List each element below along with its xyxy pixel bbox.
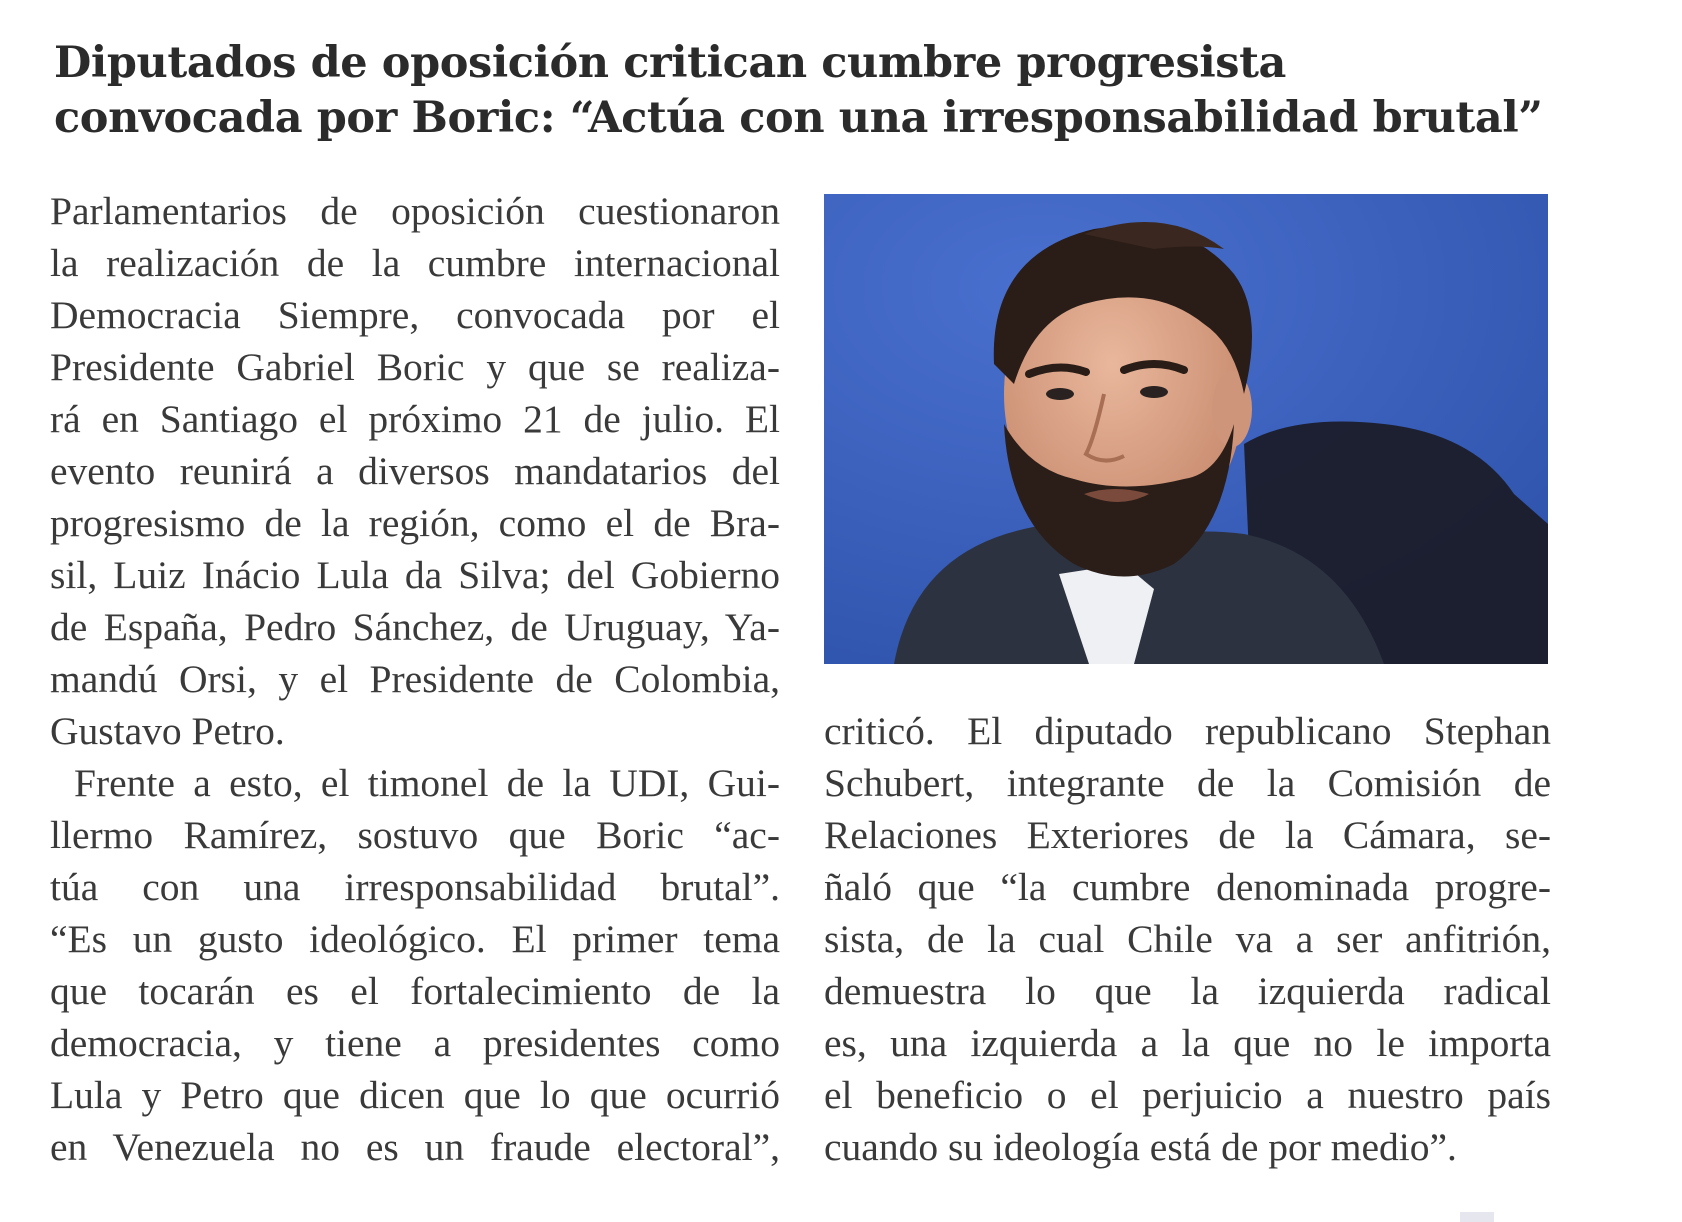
left-column <box>50 185 780 1173</box>
body-line: Frente a esto, el timonel de la UDI, Gui- <box>74 761 780 805</box>
body-line: Lula y Petro que dicen que lo que ocurrió <box>50 1073 780 1117</box>
body-line: ñaló que “la cumbre denominada progre- <box>824 865 1551 909</box>
body-line: democracia, y tiene a presidentes como <box>50 1021 780 1065</box>
body-line: es, una izquierda a la que no le importa <box>824 1021 1551 1065</box>
body-line: de España, Pedro Sánchez, de Uruguay, Ya- <box>50 605 780 649</box>
body-line: sil, Luiz Inácio Lula da Silva; del Gobierno <box>50 553 780 597</box>
news-photo <box>824 194 1548 664</box>
portrait-illustration <box>824 194 1548 664</box>
body-line: en Venezuela no es un fraude electoral”, <box>50 1125 780 1169</box>
body-line: demuestra lo que la izquierda radical <box>824 969 1551 1013</box>
body-line: llermo Ramírez, sostuvo que Boric “ac- <box>50 813 780 857</box>
body-line: Gustavo Petro. <box>50 709 285 753</box>
body-line: mandú Orsi, y el Presidente de Colombia, <box>50 657 780 701</box>
headline-line-2: convocada por Boric: “Actúa con una irresponsabilidad brutal” <box>54 93 1543 143</box>
body-line: cuando su ideología está de por medio”. <box>824 1125 1457 1169</box>
body-line: que tocarán es el fortalecimiento de la <box>50 969 780 1013</box>
body-line: Relaciones Exteriores de la Cámara, se- <box>824 813 1551 857</box>
body-line: túa con una irresponsabilidad brutal”. <box>50 865 780 909</box>
right-column <box>824 705 1551 1173</box>
body-line: rá en Santiago el próximo 21 de julio. El <box>50 397 780 441</box>
body-line: sista, de la cual Chile va a ser anfitrión, <box>824 917 1551 961</box>
body-line: Schubert, integrante de la Comisión de <box>824 761 1551 805</box>
headline <box>54 36 1614 146</box>
body-line: “Es un gusto ideológico. El primer tema <box>50 917 780 961</box>
body-line: evento reunirá a diversos mandatarios del <box>50 449 780 493</box>
body-line: la realización de la cumbre internacional <box>50 241 780 285</box>
body-line: Democracia Siempre, convocada por el <box>50 293 780 337</box>
headline-line-1: Diputados de oposición critican cumbre progresista <box>54 38 1286 88</box>
body-line: progresismo de la región, como el de Bra- <box>50 501 780 545</box>
body-line: Parlamentarios de oposición cuestionaron <box>50 189 780 233</box>
body-line: el beneficio o el perjuicio a nuestro país <box>824 1073 1551 1117</box>
body-line: Presidente Gabriel Boric y que se realiza- <box>50 345 780 389</box>
body-line: criticó. El diputado republicano Stephan <box>824 709 1551 753</box>
page-edge-mark <box>1460 1212 1494 1222</box>
